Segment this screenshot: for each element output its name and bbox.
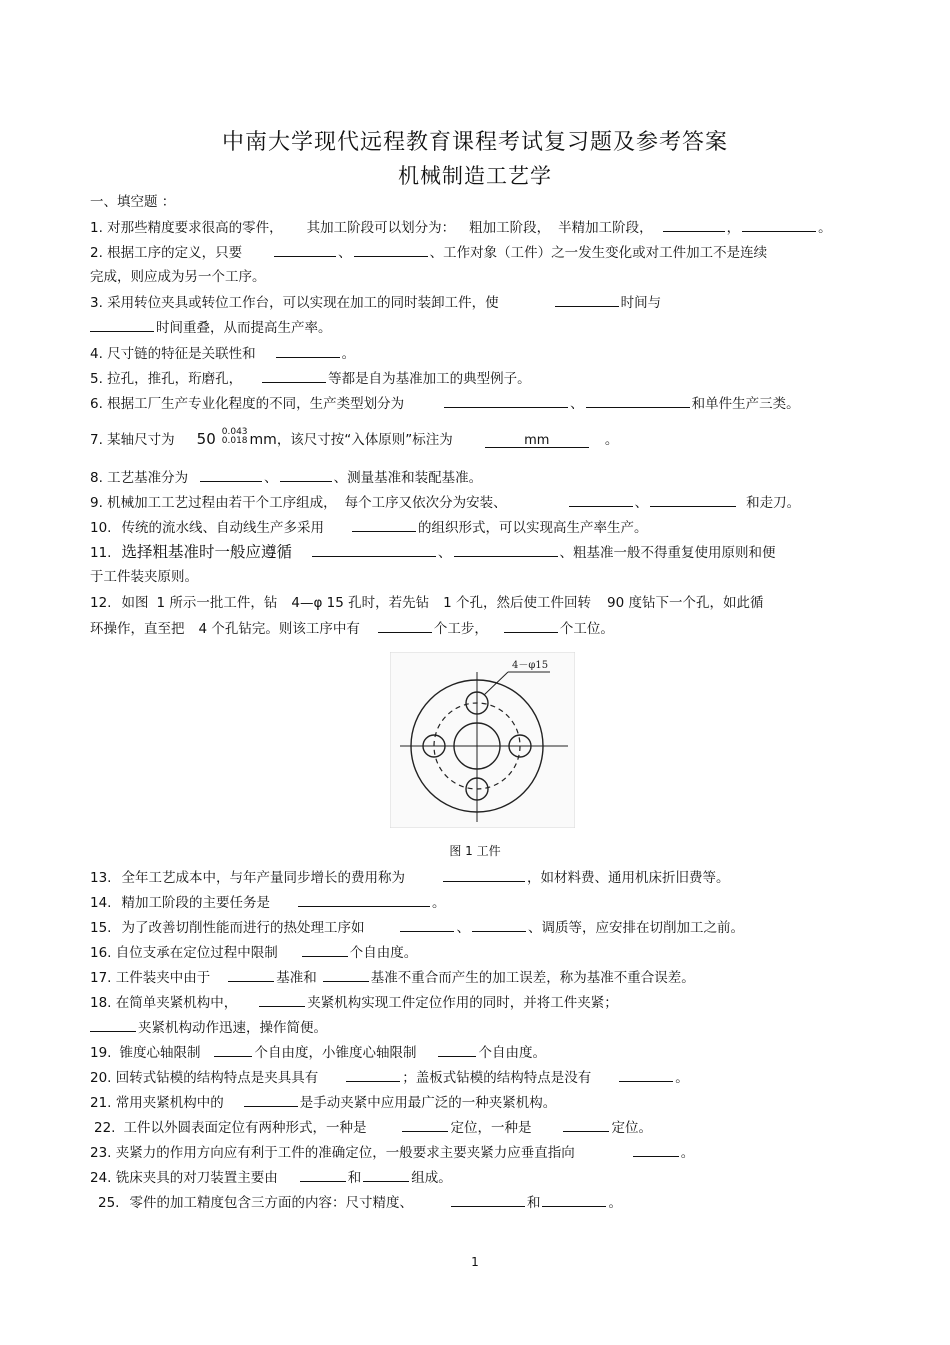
question-3-cont: 时间重叠，从而提高生产率。 bbox=[90, 318, 332, 337]
answer-blank[interactable] bbox=[280, 468, 332, 482]
answer-blank[interactable]: mm bbox=[485, 434, 589, 448]
answer-blank[interactable] bbox=[472, 918, 526, 932]
section-heading: 一、填空题 ： bbox=[90, 194, 176, 210]
question-19: 19. 锥度心轴限制 个自由度，小锥度心轴限制 个自由度。 bbox=[90, 1045, 546, 1061]
question-8: 8. 工艺基准分为 、 、测量基准和装配基准。 bbox=[90, 470, 483, 486]
question-25: 25. 零件的加工精度包含三方面的内容：尺寸精度、 和 。 bbox=[98, 1195, 622, 1211]
answer-blank[interactable] bbox=[354, 243, 428, 257]
question-7: 7. 某轴尺寸为 50 0.043 0.018 mm，该尺寸按“入体原则”标注为 mm 。 bbox=[90, 427, 619, 448]
answer-blank[interactable] bbox=[650, 493, 736, 507]
question-4: 4. 尺寸链的特征是关联性和 。 bbox=[90, 346, 356, 362]
answer-blank[interactable] bbox=[90, 1018, 136, 1032]
answer-blank[interactable] bbox=[300, 1168, 346, 1182]
question-17: 17. 工件装夹中由于 基准和 基准不重合而产生的加工误差，称为基准不重合误差。 bbox=[90, 970, 695, 986]
answer-blank[interactable] bbox=[276, 344, 340, 358]
answer-blank[interactable] bbox=[323, 968, 369, 982]
question-21: 21. 常用夹紧机构中的 是手动夹紧中应用最广泛的一种夹紧机构。 bbox=[90, 1095, 557, 1111]
answer-blank[interactable] bbox=[352, 518, 416, 532]
answer-blank[interactable] bbox=[214, 1043, 252, 1057]
answer-blank[interactable] bbox=[400, 918, 454, 932]
answer-blank[interactable] bbox=[302, 943, 348, 957]
tolerance: 0.043 0.018 bbox=[221, 427, 248, 446]
answer-blank[interactable] bbox=[244, 1093, 298, 1107]
question-20: 20. 回转式钻模的结构特点是夹具具有 ；盖板式钻模的结构特点是没有 。 bbox=[90, 1070, 689, 1086]
question-18-cont: 夹紧机构动作迅速，操作简便。 bbox=[90, 1018, 327, 1037]
page-number: 1 bbox=[471, 1255, 479, 1269]
question-1: 1. 对那些精度要求很高的零件， 其加工阶段可以划分为： 粗加工阶段， 半精加工阶段， ， 。 bbox=[90, 220, 832, 236]
answer-blank[interactable] bbox=[259, 993, 305, 1007]
answer-blank[interactable] bbox=[444, 394, 568, 408]
question-18: 18. 在简单夹紧机构中， 夹紧机构实现工件定位作用的同时，并将工件夹紧； bbox=[90, 995, 618, 1011]
question-14: 14. 精加工阶段的主要任务是 。 bbox=[90, 895, 446, 911]
question-2: 2. 根据工序的定义，只要 、 、工作对象（工件）之一发生变化或对工件加工不是连续 bbox=[90, 245, 768, 261]
answer-blank[interactable] bbox=[569, 493, 633, 507]
answer-blank[interactable] bbox=[619, 1068, 673, 1082]
question-24: 24. 铣床夹具的对刀装置主要由 和 组成。 bbox=[90, 1170, 452, 1186]
question-13: 13. 全年工艺成本中，与年产量同步增长的费用称为 ，如材料费、通用机床折旧费等。 bbox=[90, 870, 730, 886]
answer-blank[interactable] bbox=[443, 868, 525, 882]
question-12-cont: 环操作，直至把 4 个孔钻完。则该工序中有 个工步， 个工位。 bbox=[90, 621, 614, 637]
figure-frame bbox=[390, 652, 575, 828]
answer-blank[interactable] bbox=[346, 1068, 400, 1082]
question-10: 10. 传统的流水线、自动线生产多采用 的组织形式，可以实现高生产率生产。 bbox=[90, 520, 648, 536]
answer-blank[interactable] bbox=[451, 1193, 525, 1207]
answer-blank[interactable] bbox=[402, 1118, 448, 1132]
question-2-cont: 完成，则应成为另一个工序。 bbox=[90, 269, 266, 285]
hole-callout: 4－φ15 bbox=[512, 660, 549, 671]
answer-blank[interactable] bbox=[742, 218, 816, 232]
answer-blank[interactable] bbox=[454, 543, 558, 557]
answer-blank[interactable] bbox=[663, 218, 725, 232]
answer-blank[interactable] bbox=[262, 369, 326, 383]
question-12: 12. 如图 1 所示一批工件，钻 4—φ 15 孔时，若先钻 1 个孔，然后使工件回转 90 度钻下一个孔，如此循 bbox=[90, 595, 764, 611]
answer-blank[interactable] bbox=[200, 468, 262, 482]
question-23: 23. 夹紧力的作用方向应有利于工件的准确定位，一般要求主要夹紧力应垂直指向 。 bbox=[90, 1145, 695, 1161]
answer-blank[interactable] bbox=[378, 619, 432, 633]
dimension-value: 50 bbox=[196, 430, 216, 448]
question-16: 16. 自位支承在定位过程中限制 个自由度。 bbox=[90, 945, 418, 961]
answer-blank[interactable] bbox=[298, 893, 430, 907]
answer-blank[interactable] bbox=[555, 293, 619, 307]
answer-blank[interactable] bbox=[312, 543, 436, 557]
question-11-cont: 于工件装夹原则。 bbox=[90, 569, 198, 585]
answer-blank[interactable] bbox=[363, 1168, 409, 1182]
answer-blank[interactable] bbox=[274, 243, 336, 257]
question-5: 5. 拉孔，推孔，珩磨孔， 等都是自为基准加工的典型例子。 bbox=[90, 371, 531, 387]
question-15: 15. 为了改善切削性能而进行的热处理工序如 、 、调质等，应安排在切削加工之前。 bbox=[90, 920, 744, 936]
workpiece-figure bbox=[390, 652, 575, 828]
document-title: 中南大学现代远程教育课程考试复习题及参考答案 bbox=[221, 130, 728, 155]
question-6: 6. 根据工厂生产专业化程度的不同，生产类型划分为 、 和单件生产三类。 bbox=[90, 396, 800, 412]
answer-blank[interactable] bbox=[504, 619, 558, 633]
question-11: 11. 选择粗基准时一般应遵循 、 、粗基准一般不得重复使用原则和便 bbox=[90, 543, 776, 561]
question-22: 22. 工件以外圆表面定位有两种形式，一种是 定位，一种是 定位。 bbox=[94, 1120, 652, 1136]
answer-blank[interactable] bbox=[563, 1118, 609, 1132]
answer-blank[interactable] bbox=[438, 1043, 476, 1057]
answer-blank[interactable] bbox=[228, 968, 274, 982]
answer-blank[interactable] bbox=[633, 1143, 679, 1157]
figure-caption: 图 1 工件 bbox=[449, 844, 501, 858]
answer-blank[interactable] bbox=[90, 318, 154, 332]
question-3: 3. 采用转位夹具或转位工作台，可以实现在加工的同时装卸工件，使 时间与 bbox=[90, 295, 662, 311]
answer-blank[interactable] bbox=[542, 1193, 606, 1207]
answer-blank[interactable] bbox=[586, 394, 690, 408]
document-subtitle: 机械制造工艺学 bbox=[398, 164, 552, 188]
question-9: 9. 机械加工工艺过程由若干个工序组成， 每个工序又依次分为安装、 、 和走刀。 bbox=[90, 495, 801, 511]
